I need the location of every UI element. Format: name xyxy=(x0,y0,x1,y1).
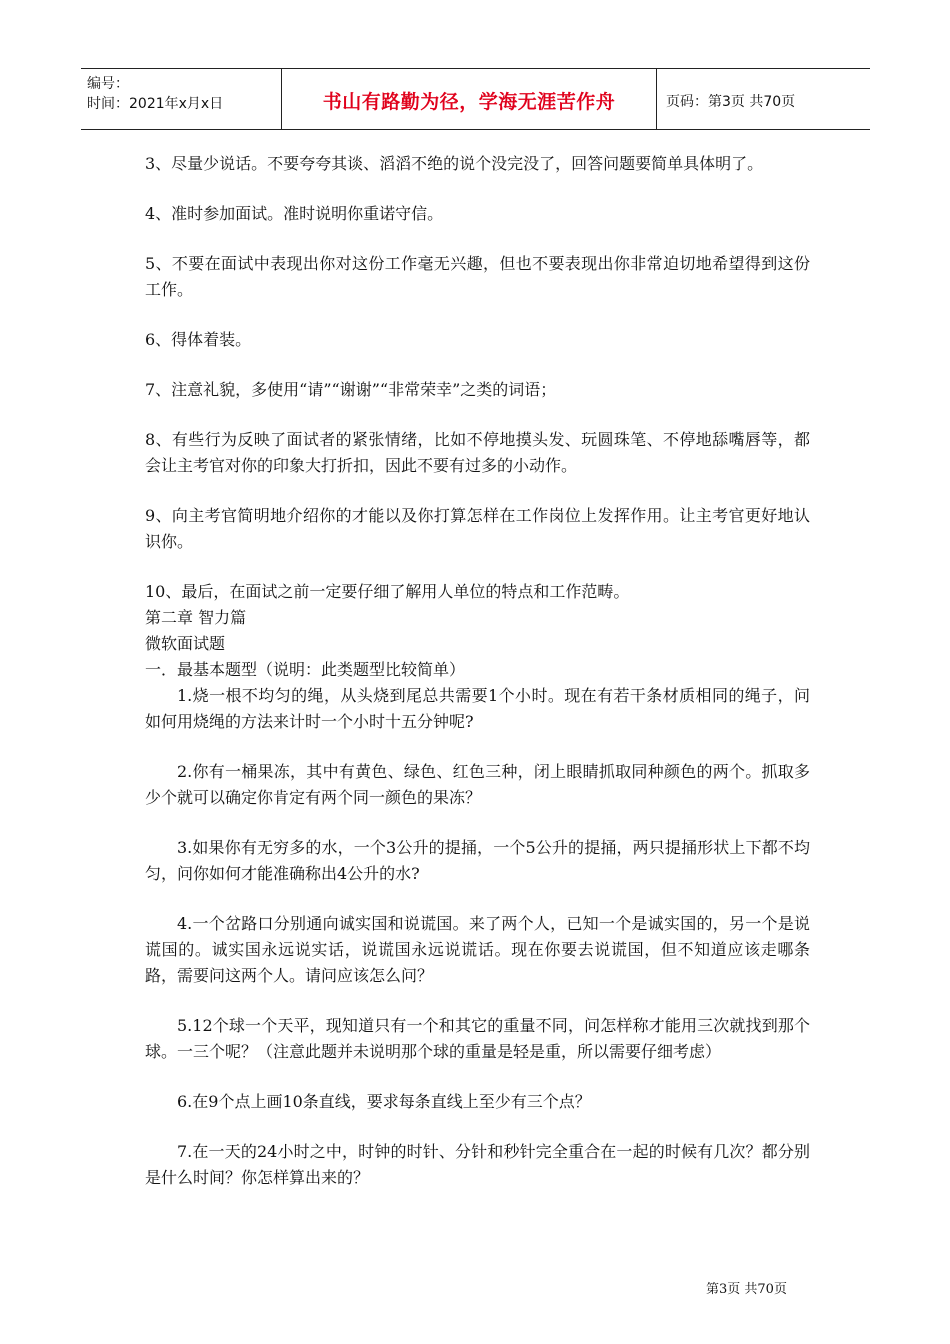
header-page-cell xyxy=(656,69,870,129)
tip-paragraph: 4、准时参加面试。准时说明你重诺守信。 xyxy=(145,204,444,223)
document-date-label: 时间：2021年x月x日 xyxy=(87,96,224,112)
tip-paragraph: 6、得体着装。 xyxy=(145,330,252,349)
chapter-title: 第二章 智力篇 xyxy=(145,608,247,627)
tip-paragraph: 7、注意礼貌，多使用“请”“谢谢”“非常荣幸”之类的词语； xyxy=(145,380,557,399)
tip-paragraph: 5、不要在面试中表现出你对这份工作毫无兴趣，但也不要表现出你非常迫切地希望得到这份工作。 xyxy=(145,254,810,299)
tip-paragraph: 3、尽量少说话。不要夸夸其谈、滔滔不绝的说个没完没了，回答问题要简单具体明了。 xyxy=(145,154,764,173)
tip-paragraph: 9、向主考官简明地介绍你的才能以及你打算怎样在工作岗位上发挥作用。让主考官更好地认识你。 xyxy=(145,506,810,551)
tip-paragraph: 10、最后，在面试之前一定要仔细了解用人单位的特点和工作范畴。 xyxy=(145,582,630,601)
document-number-label: 编号： xyxy=(87,76,129,92)
question-paragraph: 5.12个球一个天平，现知道只有一个和其它的重量不同，问怎样称才能用三次就找到那个球。一三个呢？（注意此题并未说明那个球的重量是轻是重，所以需要仔细考虑） xyxy=(145,1016,810,1061)
question-paragraph: 6.在9个点上画10条直线，要求每条直线上至少有三个点？ xyxy=(177,1092,591,1111)
page-footer: 第3页 共70页 xyxy=(706,1282,787,1297)
question-paragraph: 2.你有一桶果冻，其中有黄色、绿色、红色三种，闭上眼睛抓取同种颜色的两个。抓取多少个就可以确定你肯定有两个同一颜色的果冻？ xyxy=(145,762,810,807)
document-body xyxy=(145,151,810,1215)
header-motto: 书山有路勤为径，学海无涯苦作舟 xyxy=(322,91,616,113)
header-page-code: 页码：第3页 共70页 xyxy=(666,94,796,110)
question-paragraph: 4.一个岔路口分别通向诚实国和说谎国。来了两个人，已知一个是诚实国的，另一个是说谎国的。诚实国永远说实话，说谎国永远说谎话。现在你要去说谎国，但不知道应该走哪条路，需要问这两个人。请问应该怎么问？ xyxy=(145,914,810,985)
subsection-title: 一．最基本题型（说明：此类题型比较简单） xyxy=(145,660,466,679)
question-paragraph: 7.在一天的24小时之中，时钟的时针、分针和秒针完全重合在一起的时候有几次？都分别是什么时间？你怎样算出来的？ xyxy=(145,1142,810,1187)
header-meta-cell xyxy=(81,69,281,129)
section-title: 微软面试题 xyxy=(145,634,226,653)
page-header xyxy=(81,68,870,130)
question-paragraph: 1.烧一根不均匀的绳，从头烧到尾总共需要1个小时。现在有若干条材质相同的绳子，问如何用烧绳的方法来计时一个小时十五分钟呢? xyxy=(145,686,810,731)
question-paragraph: 3.如果你有无穷多的水，一个3公升的提捅，一个5公升的提捅，两只提捅形状上下都不均匀，问你如何才能准确称出4公升的水? xyxy=(145,838,810,883)
tip-paragraph: 8、有些行为反映了面试者的紧张情绪，比如不停地摸头发、玩圆珠笔、不停地舔嘴唇等，都会让主考官对你的印象大打折扣，因此不要有过多的小动作。 xyxy=(145,430,810,475)
header-motto-cell xyxy=(281,69,657,129)
